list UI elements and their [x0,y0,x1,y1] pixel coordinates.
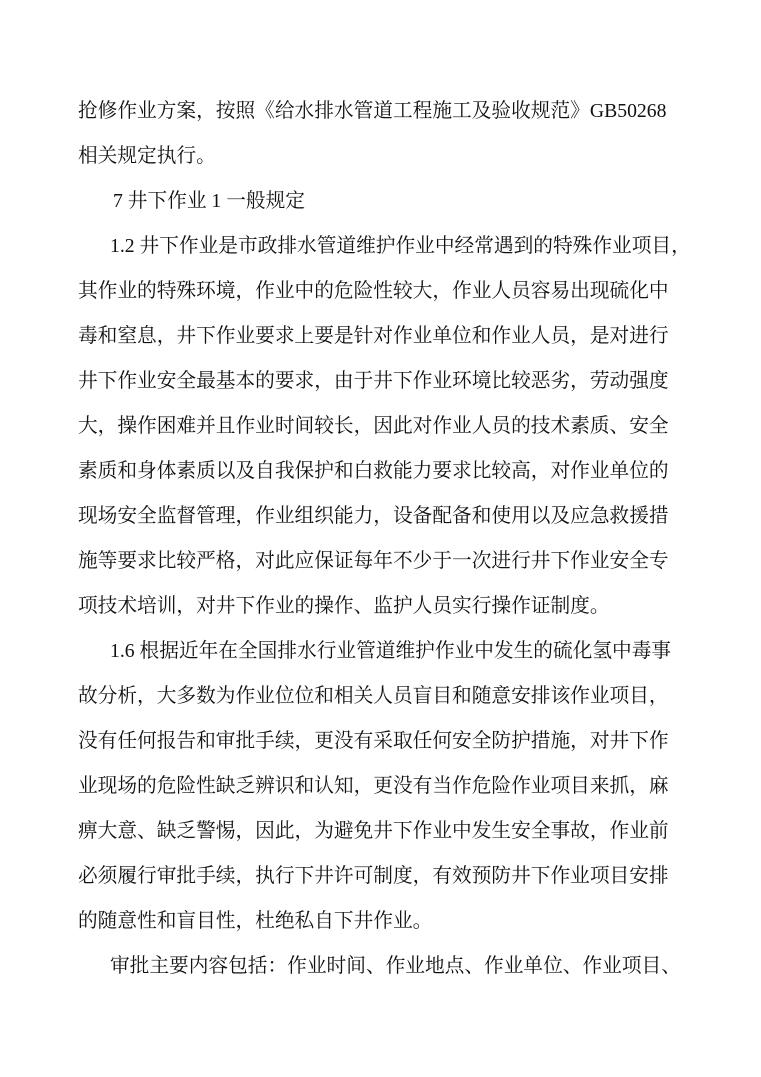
text-line: 没有任何报告和审批手续，更没有采取任何安全防护措施，对井下作 [78,730,669,752]
text-line: 毒和窒息，井下作业要求上要是针对作业单位和作业人员，是对进行 [78,325,669,347]
text-line: 井下作业安全最基本的要求，由于井下作业环境比较恶劣，劳动强度 [78,370,669,392]
text-line: 相关规定执行。 [78,145,216,167]
text-line: 大，操作困难并且作业时间较长，因此对作业人员的技术素质、安全 [78,415,669,437]
text-line: 现场安全监督管理，作业组织能力，设备配备和使用以及应急救援措 [78,505,669,527]
text-line: 必须履行审批手续，执行下井许可制度，有效预防井下作业项目安排 [78,865,669,887]
text-line: 业现场的危险性缺乏辨识和认知，更没有当作危险作业项目来抓，麻 [78,775,669,797]
paragraph-start: 审批主要内容包括：作业时间、作业地点、作业单位、作业项目、 [110,955,681,977]
section-heading: 7 井下作业 1 一般规定 [113,190,305,212]
text-line: 抢修作业方案，按照《给水排水管道工程施工及验收规范》GB50268 [78,100,667,122]
text-line: 项技术培训，对井下作业的操作、监护人员实行操作证制度。 [78,595,610,617]
paragraph-start: 1.2 井下作业是市政排水管道维护作业中经常遇到的特殊作业项目， [110,235,691,257]
text-line: 素质和身体素质以及自我保护和白救能力要求比较高，对作业单位的 [78,460,669,482]
text-line: 的随意性和盲目性，杜绝私自下井作业。 [78,910,433,932]
text-line: 痹大意、缺乏警惕，因此，为避免井下作业中发生安全事故，作业前 [78,820,669,842]
paragraph-start: 1.6 根据近年在全国排水行业管道维护作业中发生的硫化氢中毒事 [110,640,672,662]
text-line: 其作业的特殊环境，作业中的危险性较大，作业人员容易出现硫化中 [78,280,669,302]
text-line: 故分析，大多数为作业位位和相关人员盲目和随意安排该作业项目， [78,685,669,707]
text-line: 施等要求比较严格，对此应保证每年不少于一次进行井下作业安全专 [78,550,669,572]
